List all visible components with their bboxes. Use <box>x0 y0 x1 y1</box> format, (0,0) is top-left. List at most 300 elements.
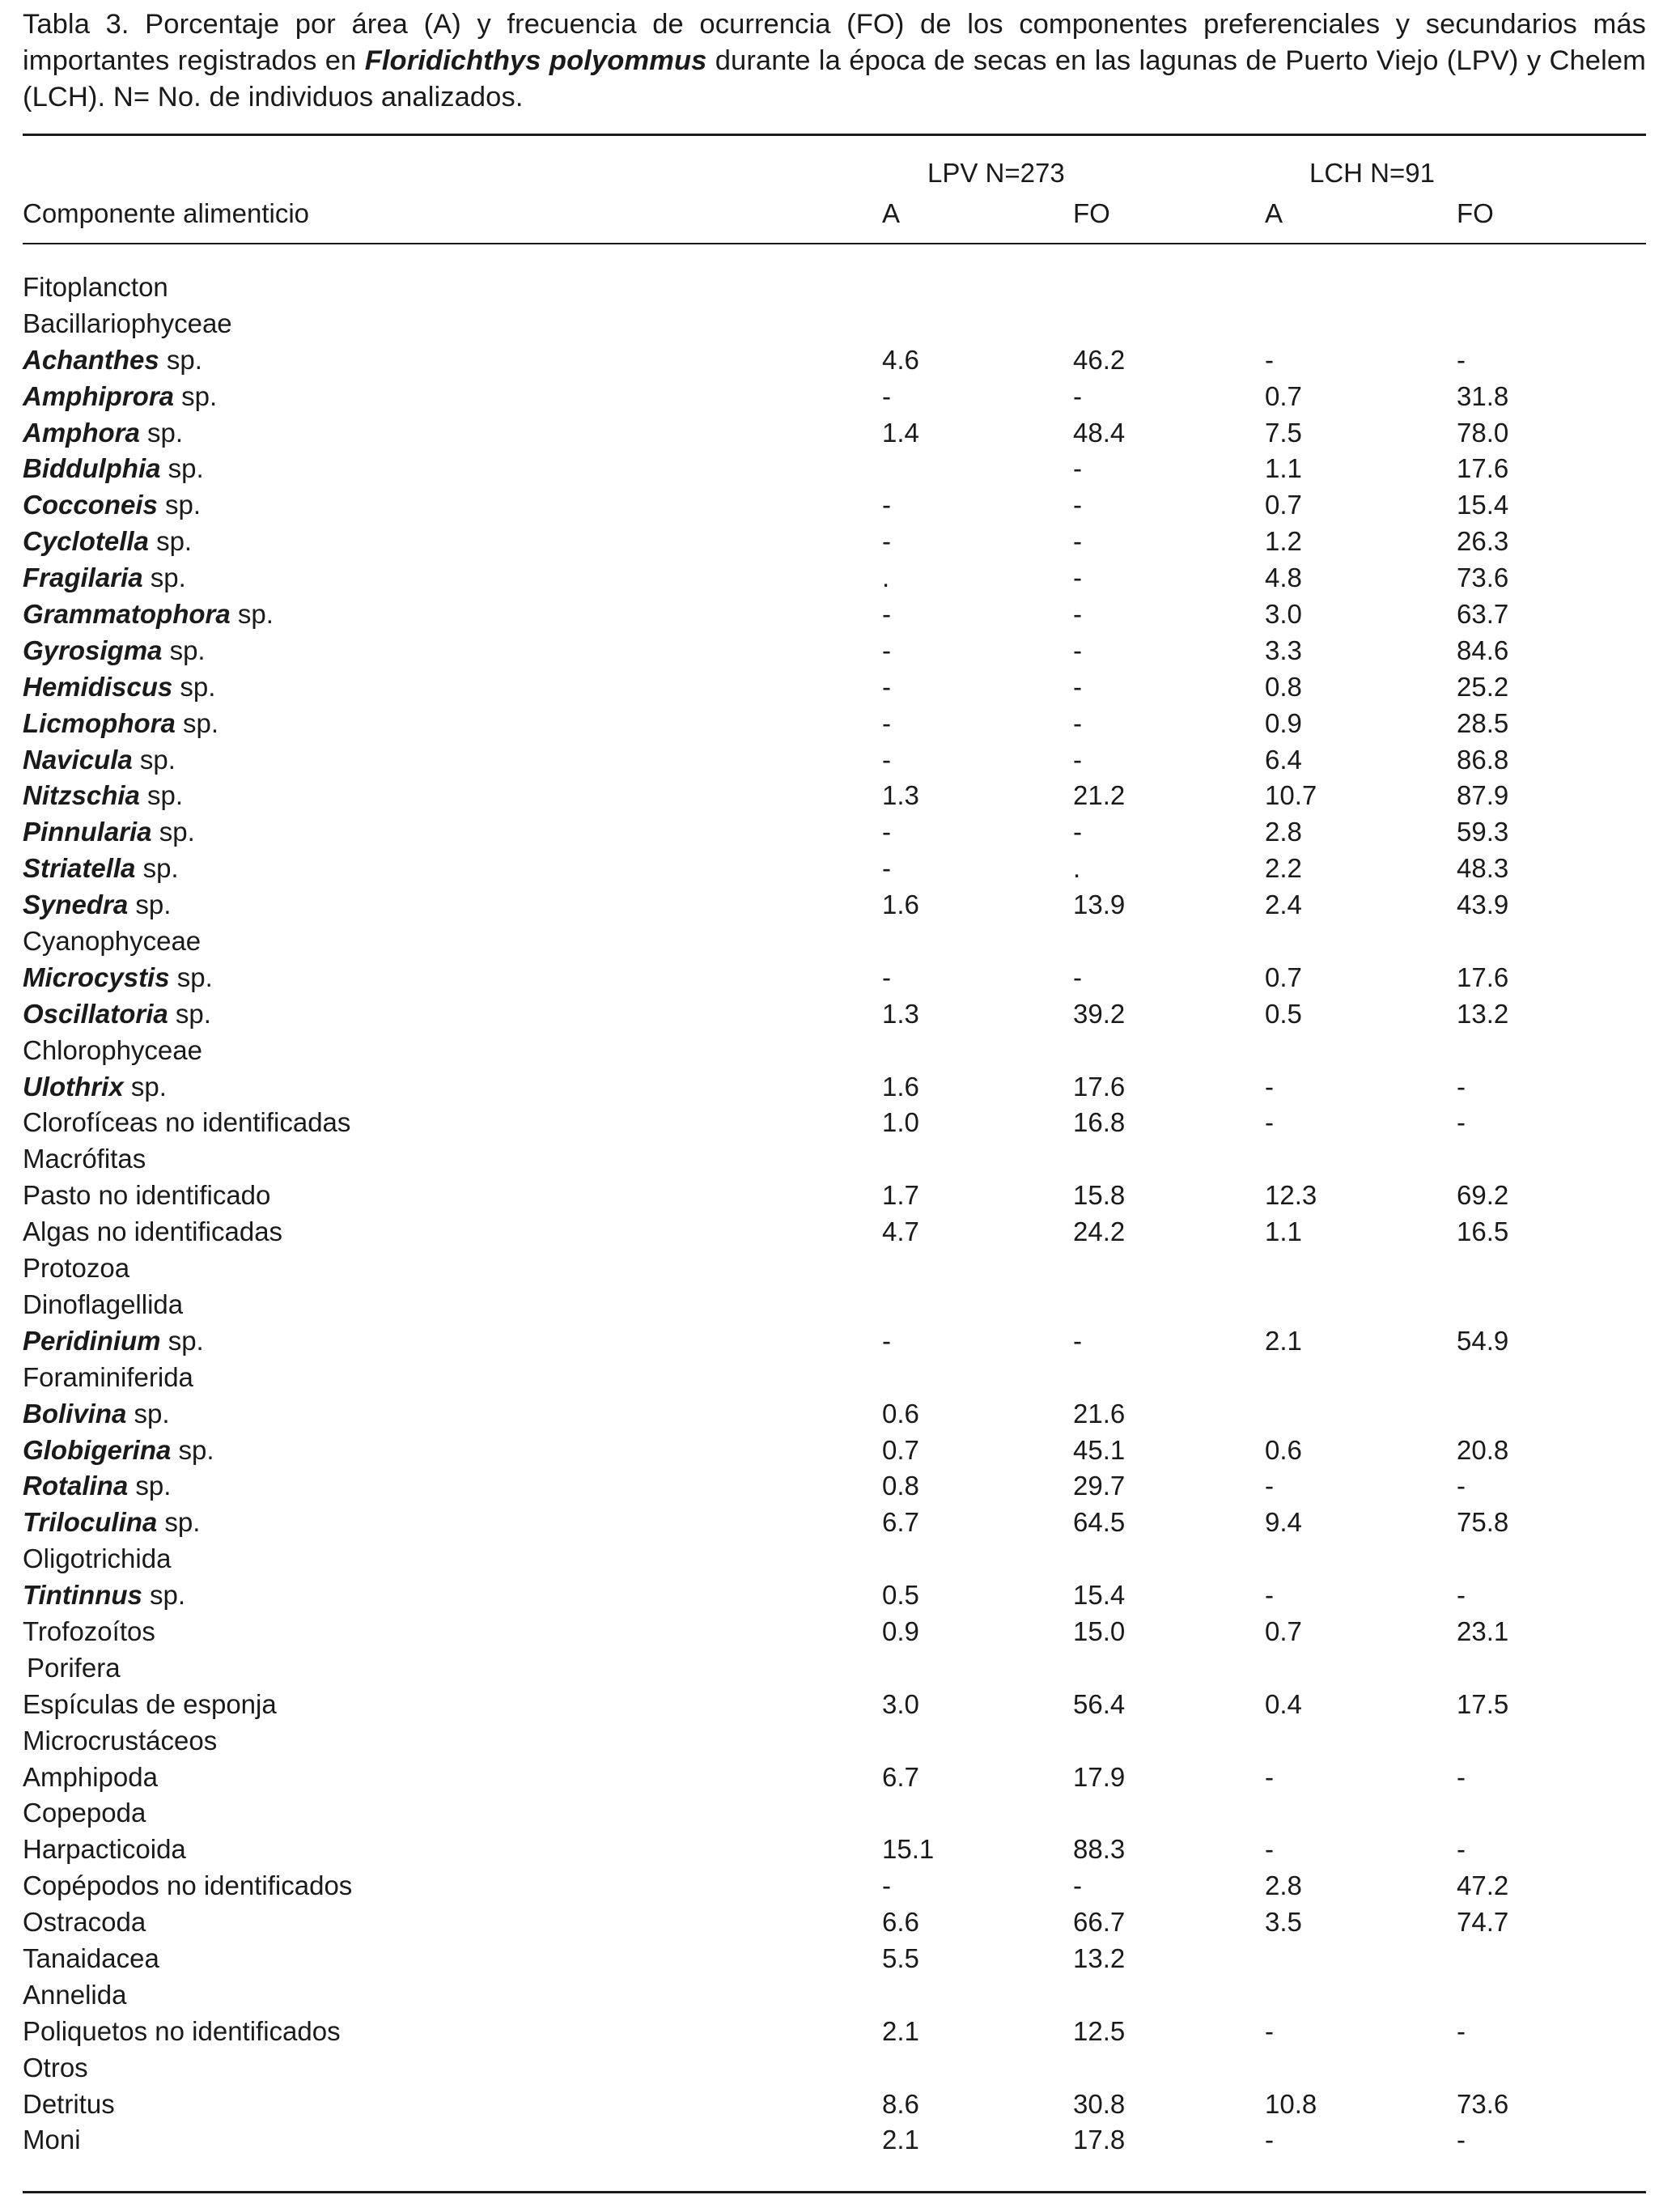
genus-name: Peridinium <box>23 1325 161 1356</box>
table-row <box>23 1069 1646 1106</box>
table-row <box>23 560 1646 597</box>
row-label <box>23 1396 170 1433</box>
lpv-a-cell: - <box>882 526 891 557</box>
table-group-row <box>23 1541 1646 1577</box>
row-label: Moni <box>23 2125 81 2155</box>
lch-fo-cell: - <box>1457 1107 1466 1138</box>
genus-name: Triloculina <box>23 1507 158 1538</box>
row-label: Foraminiferida <box>23 1361 193 1392</box>
lpv-a-cell: 6.7 <box>882 1761 919 1792</box>
lpv-a-cell: - <box>882 635 891 665</box>
lpv-a-cell: 6.6 <box>882 1907 919 1938</box>
table-row <box>23 1505 1646 1541</box>
lch-fo-cell: 17.6 <box>1457 962 1509 992</box>
lch-fo-cell: 63.7 <box>1457 599 1509 630</box>
lpv-fo-cell: 15.4 <box>1073 1580 1126 1611</box>
row-label: Macrófitas <box>23 1144 146 1174</box>
lch-a-cell: 1.2 <box>1265 526 1302 557</box>
table-row <box>23 379 1646 415</box>
lch-a-cell: - <box>1265 2015 1274 2046</box>
genus-name: Biddulphia <box>23 453 161 484</box>
lpv-a-cell: 1.3 <box>882 780 919 811</box>
lpv-fo-cell: 13.2 <box>1073 1942 1126 1973</box>
lpv-fo-cell: 46.2 <box>1073 344 1126 375</box>
genus-name: Achanthes <box>23 344 159 375</box>
lch-a-cell: 0.8 <box>1265 671 1302 702</box>
lch-a-cell: - <box>1265 1834 1274 1865</box>
row-label <box>23 669 215 706</box>
table-group-row <box>23 306 1646 342</box>
lpv-a-cell: 0.6 <box>882 1398 919 1429</box>
lpv-fo-cell: - <box>1073 563 1082 593</box>
row-label: Espículas de esponja <box>23 1688 277 1719</box>
lch-a-cell: - <box>1265 1471 1274 1501</box>
species-suffix: sp. <box>157 490 202 520</box>
lpv-a-cell: - <box>882 490 891 520</box>
genus-name: Cyclotella <box>23 526 149 557</box>
species-suffix: sp. <box>159 344 202 375</box>
table-body <box>23 270 1646 2159</box>
row-label: Fitoplancton <box>23 272 168 302</box>
lpv-fo-cell: - <box>1073 817 1082 847</box>
lpv-fo-cell: 15.0 <box>1073 1615 1126 1646</box>
table-row <box>23 2122 1646 2159</box>
lch-a-cell: 0.7 <box>1265 380 1302 411</box>
row-label <box>23 706 218 742</box>
species-suffix: sp. <box>172 671 216 702</box>
row-label <box>23 342 202 379</box>
table-row <box>23 415 1646 452</box>
species-suffix: sp. <box>162 635 206 665</box>
row-label <box>23 1433 214 1469</box>
lch-fo-cell: 47.2 <box>1457 1870 1509 1901</box>
lch-a-cell: 10.8 <box>1265 2088 1317 2119</box>
lpv-a-cell: 0.9 <box>882 1615 919 1646</box>
lpv-a-cell: 1.4 <box>882 417 919 448</box>
lpv-fo-cell: 13.9 <box>1073 889 1126 920</box>
species-suffix: sp. <box>128 889 172 920</box>
row-label: Clorofíceas no identificadas <box>23 1107 351 1138</box>
lpv-a-cell: 6.7 <box>882 1507 919 1538</box>
table-row <box>23 1433 1646 1469</box>
lch-a-cell: 3.5 <box>1265 1907 1302 1938</box>
row-label <box>23 633 206 669</box>
lpv-fo-cell: 17.6 <box>1073 1071 1126 1102</box>
lpv-a-cell: 4.7 <box>882 1216 919 1247</box>
row-label: Microcrustáceos <box>23 1725 218 1756</box>
table-row <box>23 706 1646 742</box>
table-group-row <box>23 2050 1646 2087</box>
lch-fo-cell: 87.9 <box>1457 780 1509 811</box>
lch-a-cell: 4.8 <box>1265 563 1302 593</box>
table-header-rule <box>23 243 1646 244</box>
species-suffix: sp. <box>168 998 211 1029</box>
header-lpv-fo: FO <box>1073 198 1110 228</box>
row-label: Trofozoítos <box>23 1615 155 1646</box>
row-label: Copépodos no identificados <box>23 1870 353 1901</box>
lpv-fo-cell: . <box>1073 853 1081 884</box>
lch-a-cell: 2.8 <box>1265 1870 1302 1901</box>
genus-name: Microcystis <box>23 962 170 992</box>
lch-a-cell: 0.4 <box>1265 1688 1302 1719</box>
row-label <box>23 1069 167 1106</box>
table-row <box>23 1323 1646 1360</box>
row-label <box>23 524 192 560</box>
species-suffix: sp. <box>157 1507 201 1538</box>
table-group-row <box>23 1723 1646 1760</box>
lch-fo-cell: 43.9 <box>1457 889 1509 920</box>
genus-name: Oscillatoria <box>23 998 168 1029</box>
lch-fo-cell: 17.5 <box>1457 1688 1509 1719</box>
lpv-fo-cell: 64.5 <box>1073 1507 1126 1538</box>
row-label: Protozoa <box>23 1253 130 1284</box>
row-label <box>23 1323 204 1360</box>
lch-a-cell: 9.4 <box>1265 1507 1302 1538</box>
species-suffix: sp. <box>160 1325 204 1356</box>
lch-a-cell: 0.7 <box>1265 490 1302 520</box>
row-label: Poliquetos no identificados <box>23 2015 341 2046</box>
lch-a-cell: 2.1 <box>1265 1325 1302 1356</box>
table-row <box>23 633 1646 669</box>
lch-fo-cell: - <box>1457 2125 1466 2155</box>
lch-fo-cell: 17.6 <box>1457 453 1509 484</box>
species-suffix: sp. <box>151 817 195 847</box>
row-label <box>23 814 195 851</box>
lpv-fo-cell: - <box>1073 671 1082 702</box>
lch-fo-cell: 74.7 <box>1457 1907 1509 1938</box>
species-suffix: sp. <box>126 1398 170 1429</box>
table-group-row <box>23 1360 1646 1396</box>
header-component: Componente alimenticio <box>23 198 310 228</box>
lpv-a-cell: 8.6 <box>882 2088 919 2119</box>
header-lch-fo: FO <box>1457 198 1494 228</box>
genus-name: Tintinnus <box>23 1580 142 1611</box>
table-group-row <box>23 1650 1646 1687</box>
species-suffix: sp. <box>230 599 274 630</box>
genus-name: Licmophora <box>23 707 176 738</box>
row-label: Tanaidacea <box>23 1942 159 1973</box>
lpv-fo-cell: 56.4 <box>1073 1688 1126 1719</box>
lch-fo-cell: 75.8 <box>1457 1507 1509 1538</box>
lpv-fo-cell: 15.8 <box>1073 1180 1126 1211</box>
lch-fo-cell: - <box>1457 1580 1466 1611</box>
table-row <box>23 1468 1646 1505</box>
table-row <box>23 1687 1646 1723</box>
lpv-fo-cell: - <box>1073 962 1082 992</box>
row-label: Amphipoda <box>23 1761 158 1792</box>
genus-name: Ulothrix <box>23 1071 124 1102</box>
lch-fo-cell: 31.8 <box>1457 380 1509 411</box>
lch-fo-cell: 48.3 <box>1457 853 1509 884</box>
lpv-fo-cell: - <box>1073 744 1082 775</box>
lpv-a-cell: 1.6 <box>882 1071 919 1102</box>
genus-name: Hemidiscus <box>23 671 173 702</box>
genus-name: Nitzschia <box>23 780 140 811</box>
table-row <box>23 1832 1646 1868</box>
row-label <box>23 379 217 415</box>
row-label: Dinoflagellida <box>23 1289 184 1319</box>
lpv-a-cell: - <box>882 744 891 775</box>
lpv-fo-cell: 12.5 <box>1073 2015 1126 2046</box>
row-label <box>23 778 183 814</box>
lpv-a-cell: 1.3 <box>882 998 919 1029</box>
lch-fo-cell: 13.2 <box>1457 998 1509 1029</box>
lch-fo-cell: - <box>1457 1471 1466 1501</box>
lch-a-cell: 0.6 <box>1265 1434 1302 1465</box>
caption-text-start: Tabla 3. Porcentaje por área (A) y frecuencia de ocurrencia (FO) de los componentes preferenciales y secundarios más importantes registrados en <box>23 9 1646 76</box>
lch-a-cell: 0.7 <box>1265 962 1302 992</box>
genus-name: Synedra <box>23 889 129 920</box>
table-group-row <box>23 1287 1646 1323</box>
row-label <box>23 487 201 524</box>
lpv-fo-cell: - <box>1073 490 1082 520</box>
table-bottom-rule <box>23 2191 1646 2193</box>
row-label <box>23 1577 185 1614</box>
lch-fo-cell: 26.3 <box>1457 526 1509 557</box>
lpv-fo-cell: 88.3 <box>1073 1834 1126 1865</box>
table-group-row <box>23 1250 1646 1287</box>
row-label <box>23 996 211 1033</box>
lpv-fo-cell: 17.9 <box>1073 1761 1126 1792</box>
table-row <box>23 1214 1646 1250</box>
species-suffix: sp. <box>139 780 184 811</box>
lpv-fo-cell: 21.6 <box>1073 1398 1126 1429</box>
table-group-row <box>23 923 1646 960</box>
lch-a-cell: 2.4 <box>1265 889 1302 920</box>
table-group-row <box>23 1141 1646 1178</box>
species-suffix: sp. <box>174 380 218 411</box>
lpv-fo-cell: - <box>1073 453 1082 484</box>
species-suffix: sp. <box>135 853 179 884</box>
genus-name: Rotalina <box>23 1471 129 1501</box>
lch-fo-cell: - <box>1457 2015 1466 2046</box>
table-group-row <box>23 1795 1646 1832</box>
table-row <box>23 1396 1646 1433</box>
header-lpv: LPV N=273 <box>927 158 1065 188</box>
table-row <box>23 778 1646 814</box>
table-row <box>23 1105 1646 1141</box>
lch-a-cell: 1.1 <box>1265 453 1302 484</box>
lch-a-cell: - <box>1265 1107 1274 1138</box>
table-row <box>23 1614 1646 1650</box>
header-lch: LCH N=91 <box>1309 158 1435 188</box>
lpv-a-cell: - <box>882 1325 891 1356</box>
lpv-fo-cell: 48.4 <box>1073 417 1126 448</box>
table-row <box>23 814 1646 851</box>
lch-a-cell: 2.8 <box>1265 817 1302 847</box>
table-row <box>23 487 1646 524</box>
lpv-a-cell: - <box>882 853 891 884</box>
lpv-a-cell: 0.8 <box>882 1471 919 1501</box>
lpv-a-cell: 1.0 <box>882 1107 919 1138</box>
row-label <box>23 742 176 779</box>
genus-name: Fragilaria <box>23 563 143 593</box>
row-label: Cyanophyceae <box>23 926 202 957</box>
lch-a-cell: 12.3 <box>1265 1180 1317 1211</box>
row-label <box>23 1505 200 1541</box>
lch-a-cell: 10.7 <box>1265 780 1317 811</box>
lpv-fo-cell: - <box>1073 599 1082 630</box>
lch-a-cell: - <box>1265 1580 1274 1611</box>
lch-a-cell: 0.9 <box>1265 707 1302 738</box>
table-row <box>23 597 1646 633</box>
lch-fo-cell: 78.0 <box>1457 417 1509 448</box>
row-label <box>23 1468 171 1505</box>
lpv-a-cell: 5.5 <box>882 1942 919 1973</box>
lch-a-cell: 0.5 <box>1265 998 1302 1029</box>
lch-fo-cell: 28.5 <box>1457 707 1509 738</box>
lpv-fo-cell: - <box>1073 380 1082 411</box>
table-row <box>23 1868 1646 1904</box>
lch-a-cell: 0.7 <box>1265 1615 1302 1646</box>
lpv-fo-cell: 39.2 <box>1073 998 1126 1029</box>
table-row <box>23 2014 1646 2050</box>
row-label: Porifera <box>27 1652 121 1683</box>
lpv-a-cell: 1.6 <box>882 889 919 920</box>
row-label: Harpacticoida <box>23 1834 186 1865</box>
lch-a-cell: - <box>1265 344 1274 375</box>
lch-fo-cell: 54.9 <box>1457 1325 1509 1356</box>
header-lpv-a: A <box>882 198 901 228</box>
lpv-a-cell: - <box>882 962 891 992</box>
row-label <box>23 887 171 923</box>
row-label <box>23 597 274 633</box>
lch-fo-cell: 15.4 <box>1457 490 1509 520</box>
species-suffix: sp. <box>169 962 213 992</box>
table-row <box>23 342 1646 379</box>
table-row <box>23 996 1646 1033</box>
lpv-a-cell: - <box>882 817 891 847</box>
table-row <box>23 1904 1646 1941</box>
table-row <box>23 451 1646 487</box>
table-row <box>23 960 1646 996</box>
lch-fo-cell: 23.1 <box>1457 1615 1509 1646</box>
row-label <box>23 960 213 996</box>
lpv-a-cell: 2.1 <box>882 2125 919 2155</box>
row-label: Ostracoda <box>23 1907 146 1938</box>
document-page <box>23 6 1646 2155</box>
lch-a-cell: 6.4 <box>1265 744 1302 775</box>
lpv-a-cell: 0.7 <box>882 1434 919 1465</box>
lpv-a-cell: - <box>882 671 891 702</box>
lch-fo-cell: 86.8 <box>1457 744 1509 775</box>
table-row <box>23 524 1646 560</box>
lch-fo-cell: 73.6 <box>1457 2088 1509 2119</box>
lpv-a-cell: 3.0 <box>882 1688 919 1719</box>
row-label: Copepoda <box>23 1798 146 1828</box>
lpv-a-cell: . <box>882 563 890 593</box>
lpv-fo-cell: - <box>1073 1325 1082 1356</box>
genus-name: Striatella <box>23 853 136 884</box>
row-label: Bacillariophyceae <box>23 308 232 338</box>
lpv-fo-cell: 29.7 <box>1073 1471 1126 1501</box>
lch-fo-cell: 16.5 <box>1457 1216 1509 1247</box>
lch-fo-cell: 69.2 <box>1457 1180 1509 1211</box>
lpv-fo-cell: 24.2 <box>1073 1216 1126 1247</box>
row-label: Annelida <box>23 1979 127 2010</box>
lch-fo-cell: 84.6 <box>1457 635 1509 665</box>
lpv-fo-cell: 66.7 <box>1073 1907 1126 1938</box>
species-suffix: sp. <box>148 526 193 557</box>
species-suffix: sp. <box>132 744 176 775</box>
genus-name: Amphiprora <box>23 380 175 411</box>
lch-fo-cell: 73.6 <box>1457 563 1509 593</box>
lch-a-cell: - <box>1265 2125 1274 2155</box>
species-suffix: sp. <box>123 1071 167 1102</box>
table-group-row <box>23 1977 1646 2014</box>
lpv-a-cell: 2.1 <box>882 2015 919 2046</box>
species-suffix: sp. <box>139 417 184 448</box>
lch-fo-cell: 20.8 <box>1457 1434 1509 1465</box>
genus-name: Cocconeis <box>23 490 158 520</box>
caption-text-end: durante la época de secas en las lagunas de Puerto Viejo (LPV) y Chelem (LCH). N= No. de individuos analizados. <box>23 45 1646 113</box>
lch-a-cell: 3.0 <box>1265 599 1302 630</box>
lch-fo-cell: - <box>1457 1834 1466 1865</box>
lch-a-cell: - <box>1265 1761 1274 1792</box>
lpv-fo-cell: - <box>1073 1870 1082 1901</box>
table-row <box>23 669 1646 706</box>
table-group-row <box>23 270 1646 306</box>
genus-name: Gyrosigma <box>23 635 163 665</box>
header-lch-a: A <box>1265 198 1283 228</box>
row-label <box>23 851 179 887</box>
genus-name: Grammatophora <box>23 599 231 630</box>
lpv-fo-cell: 17.8 <box>1073 2125 1126 2155</box>
row-label: Algas no identificadas <box>23 1216 283 1247</box>
lpv-a-cell: 4.6 <box>882 344 919 375</box>
lch-a-cell: - <box>1265 1071 1274 1102</box>
genus-name: Globigerina <box>23 1434 172 1465</box>
lch-fo-cell: 25.2 <box>1457 671 1509 702</box>
genus-name: Navicula <box>23 744 133 775</box>
genus-name: Pinnularia <box>23 817 152 847</box>
species-suffix: sp. <box>160 453 204 484</box>
table-row <box>23 742 1646 779</box>
lch-fo-cell: - <box>1457 344 1466 375</box>
caption-species: Floridichthys polyommus <box>364 45 707 76</box>
species-suffix: sp. <box>128 1471 172 1501</box>
table-group-row <box>23 1033 1646 1069</box>
lpv-fo-cell: 45.1 <box>1073 1434 1126 1465</box>
row-label <box>23 560 186 597</box>
species-suffix: sp. <box>142 1580 186 1611</box>
lch-fo-cell: - <box>1457 1071 1466 1102</box>
table-row <box>23 1178 1646 1214</box>
table-row <box>23 1941 1646 1977</box>
table-top-rule <box>23 134 1646 136</box>
row-label: Oligotrichida <box>23 1543 172 1574</box>
lpv-a-cell: 0.5 <box>882 1580 919 1611</box>
lpv-a-cell: - <box>882 380 891 411</box>
lpv-fo-cell: - <box>1073 707 1082 738</box>
table-row <box>23 1577 1646 1614</box>
lpv-a-cell: - <box>882 1870 891 1901</box>
table-row <box>23 1760 1646 1796</box>
lpv-fo-cell: - <box>1073 526 1082 557</box>
row-label: Otros <box>23 2052 88 2083</box>
lch-a-cell: 7.5 <box>1265 417 1302 448</box>
genus-name: Amphora <box>23 417 140 448</box>
species-suffix: sp. <box>142 563 186 593</box>
lpv-fo-cell: 16.8 <box>1073 1107 1126 1138</box>
lpv-a-cell: - <box>882 707 891 738</box>
lch-a-cell: 2.2 <box>1265 853 1302 884</box>
lch-fo-cell: 59.3 <box>1457 817 1509 847</box>
row-label <box>23 451 204 487</box>
lpv-a-cell: 1.7 <box>882 1180 919 1211</box>
row-label: Detritus <box>23 2088 115 2119</box>
lch-fo-cell: - <box>1457 1761 1466 1792</box>
